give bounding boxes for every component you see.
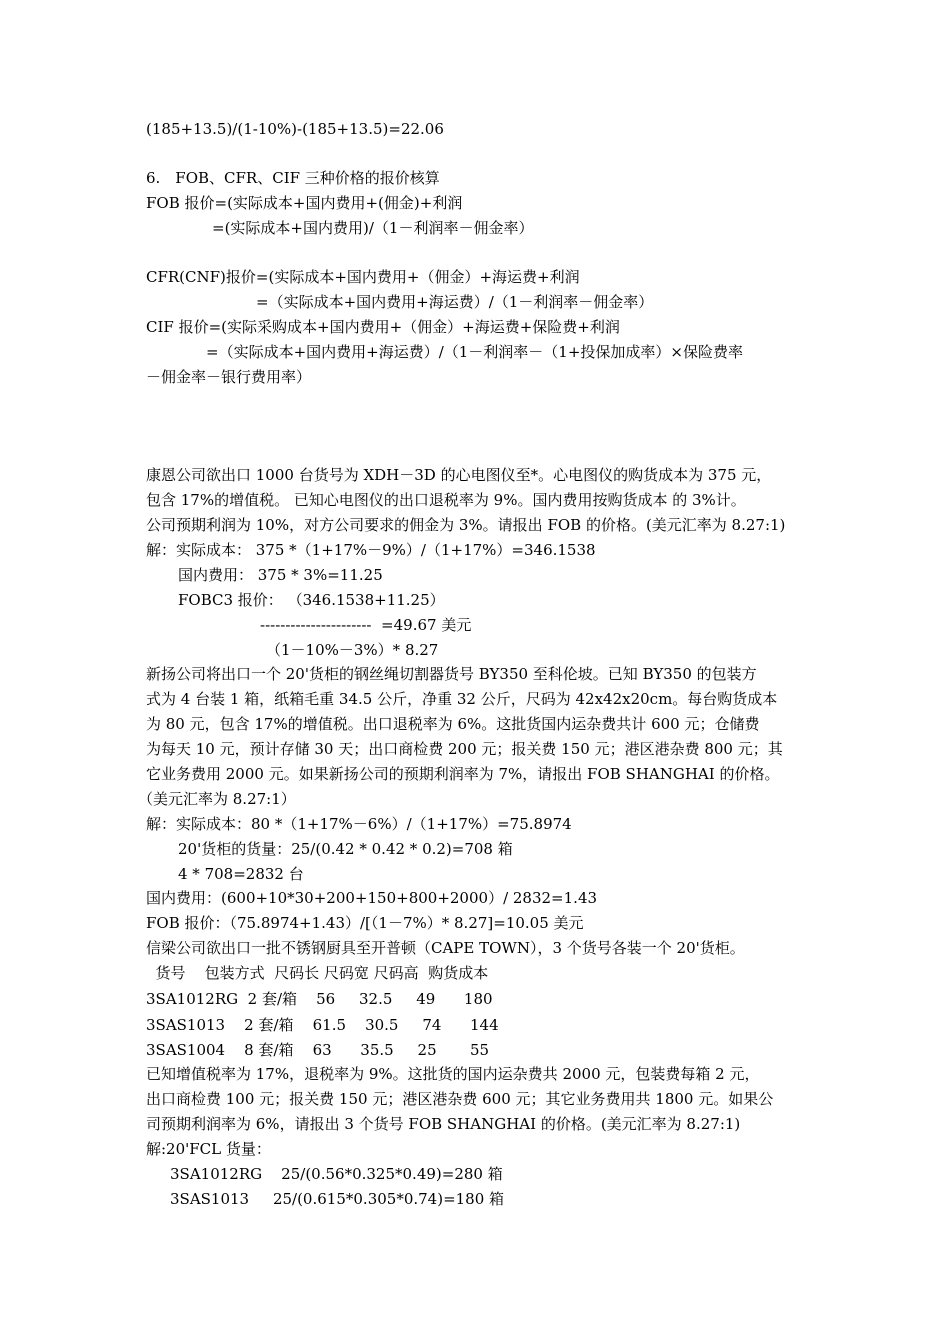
text-line: 20'货柜的货量：25/(0.42 * 0.42 * 0.2)=708 箱 <box>178 840 513 858</box>
section-heading: 6. FOB、CFR、CIF 三种价格的报价核算 <box>146 169 440 187</box>
table-row: 3SA1012RG 2 套/箱 56 32.5 49 180 <box>146 990 493 1008</box>
text-line: 解：实际成本：80 *（1+17%－6%）/（1+17%）=75.8974 <box>146 815 572 833</box>
text-line: (185+13.5)/(1-10%)-(185+13.5)=22.06 <box>146 120 444 138</box>
text-line: －佣金率－银行费用率） <box>146 368 312 386</box>
text-line: FOBC3 报价： （346.1538+11.25） <box>178 591 445 609</box>
text-line: （美元汇率为 8.27:1） <box>138 790 296 808</box>
text-line: 为 80 元，包含 17%的增值税。出口退税率为 6%。这批货国内运杂费共计 600 元；仓储费 <box>146 715 760 733</box>
text-line: 国内费用： 375 * 3%=11.25 <box>178 566 383 584</box>
text-line: 4 * 708=2832 台 <box>178 865 304 883</box>
text-line: 已知增值税率为 17%，退税率为 9%。这批货的国内运杂费共 2000 元，包装费每箱 2 元， <box>146 1065 760 1083</box>
text-line: =（实际成本+国内费用+海运费）/（1－利润率－（1+投保加成率）×保险费率 <box>206 343 743 361</box>
text-line: 解:20'FCL 货量： <box>146 1140 271 1158</box>
text-line: 出口商检费 100 元；报关费 150 元；港区港杂费 600 元；其它业务费用共 1800 元。如果公 <box>146 1090 774 1108</box>
text-line: 新扬公司将出口一个 20'货柜的钢丝绳切割器货号 BY350 至科伦坡。已知 BY350 的包装方 <box>146 665 757 683</box>
text-line: 3SAS1013 25/(0.615*0.305*0.74)=180 箱 <box>170 1190 505 1208</box>
text-line: 公司预期利润为 10%，对方公司要求的佣金为 3%。请报出 FOB 的价格。(美元汇率为 8.27:1) <box>146 516 786 534</box>
text-line: 为每天 10 元，预计存储 30 天；出口商检费 200 元；报关费 150 元；港区港杂费 800 元；其 <box>146 740 783 758</box>
text-line: 司预期利润率为 6%，请报出 3 个货号 FOB SHANGHAI 的价格。(美元汇率为 8.27:1) <box>146 1115 741 1133</box>
text-line: =(实际成本+国内费用)/（1－利润率－佣金率） <box>212 219 534 237</box>
table-header-row: 货号 包装方式 尺码长 尺码宽 尺码高 购货成本 <box>146 964 489 982</box>
fraction-bar-line: ---------------------- =49.67 美元 <box>260 616 472 634</box>
text-line: 康恩公司欲出口 1000 台货号为 XDH－3D 的心电图仪至*。心电图仪的购货成本为 375 元， <box>146 466 772 484</box>
text-line: 式为 4 台装 1 箱，纸箱毛重 34.5 公斤，净重 32 公斤，尺码为 42x42x20cm。每台购货成本 <box>146 690 778 708</box>
text-line: 解：实际成本： 375 *（1+17%－9%）/（1+17%）=346.1538 <box>146 541 596 559</box>
text-line: 信梁公司欲出口一批不锈钢厨具至开普顿（CAPE TOWN），3 个货号各装一个 20'货柜。 <box>146 939 745 957</box>
table-row: 3SAS1013 2 套/箱 61.5 30.5 74 144 <box>146 1016 499 1034</box>
text-line: CFR(CNF)报价=(实际成本+国内费用+（佣金）+海运费+利润 <box>146 268 580 286</box>
text-line: 包含 17%的增值税。 已知心电图仪的出口退税率为 9%。国内费用按购货成本 的 3%计。 <box>146 491 746 509</box>
text-line: =（实际成本+国内费用+海运费）/（1－利润率－佣金率） <box>256 293 654 311</box>
text-line: 它业务费用 2000 元。如果新扬公司的预期利润率为 7%，请报出 FOB SHANGHAI 的价格。 <box>146 765 780 783</box>
table-row: 3SAS1004 8 套/箱 63 35.5 25 55 <box>146 1041 490 1059</box>
text-line: FOB 报价=(实际成本+国内费用+(佣金)+利润 <box>146 194 463 212</box>
text-line: CIF 报价=(实际采购成本+国内费用+（佣金）+海运费+保险费+利润 <box>146 318 620 336</box>
text-line: （1－10%－3%）* 8.27 <box>266 641 439 659</box>
text-line: FOB 报价：（75.8974+1.43）/[（1－7%）* 8.27]=10.05 美元 <box>146 914 584 932</box>
text-line: 3SA1012RG 25/(0.56*0.325*0.49)=280 箱 <box>170 1165 503 1183</box>
text-line: 国内费用：(600+10*30+200+150+800+2000）/ 2832=1.43 <box>146 889 598 907</box>
